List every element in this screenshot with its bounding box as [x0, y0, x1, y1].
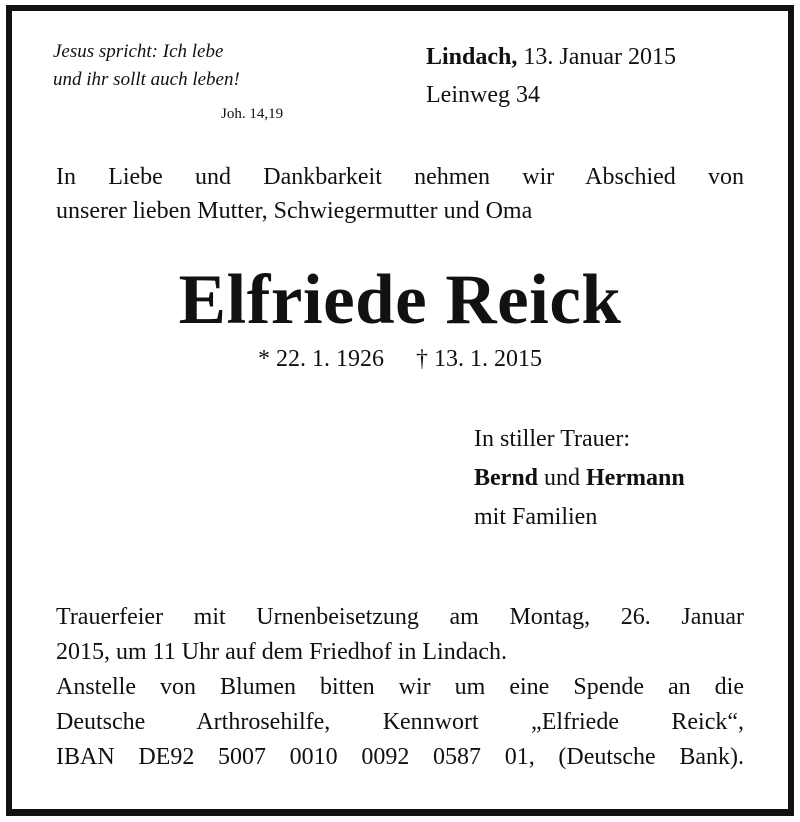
mourner-conjunction: und [544, 465, 581, 491]
service-line-5: IBAN DE92 5007 0010 0092 0587 01, (Deutsche Bank). [56, 744, 744, 770]
mourners [474, 420, 685, 537]
birth-date: * 22. 1. 1926 [258, 346, 384, 372]
death-date: † 13. 1. 2015 [416, 346, 542, 372]
place: Lindach, [426, 44, 518, 70]
address: Leinweg 34 [426, 82, 540, 108]
date: 13. Januar 2015 [523, 44, 677, 70]
intro-text [56, 160, 744, 228]
mourner-name-2: Hermann [586, 465, 685, 491]
service-information [56, 600, 744, 775]
verse-line-2: und ihr sollt auch leben! [53, 69, 240, 90]
intro-line-2: unserer lieben Mutter, Schwiegermutter und Oma [56, 198, 533, 224]
life-dates [0, 343, 800, 375]
service-line-1: Trauerfeier mit Urnenbeisetzung am Montag, 26. Januar [56, 604, 744, 630]
service-line-4: Deutsche Arthrosehilfe, Kennwort „Elfriede Reick“, [56, 709, 744, 735]
verse-reference: Joh. 14,19 [221, 106, 284, 122]
mourner-names [474, 459, 685, 498]
verse-line-1: Jesus spricht: Ich lebe [53, 41, 224, 62]
bible-verse [53, 38, 328, 94]
service-line-3: Anstelle von Blumen bitten wir um eine Spende an die [56, 674, 744, 700]
service-line-2: 2015, um 11 Uhr auf dem Friedhof in Lindach. [56, 639, 508, 665]
place-and-date [426, 41, 676, 73]
mourner-families: mit Familien [474, 504, 598, 530]
deceased-name: Elfriede Reick [178, 261, 622, 339]
intro-line-1: In Liebe und Dankbarkeit nehmen wir Abschied von [56, 164, 744, 190]
mourner-name-1: Bernd [474, 465, 539, 491]
mourning-heading: In stiller Trauer: [474, 426, 630, 452]
